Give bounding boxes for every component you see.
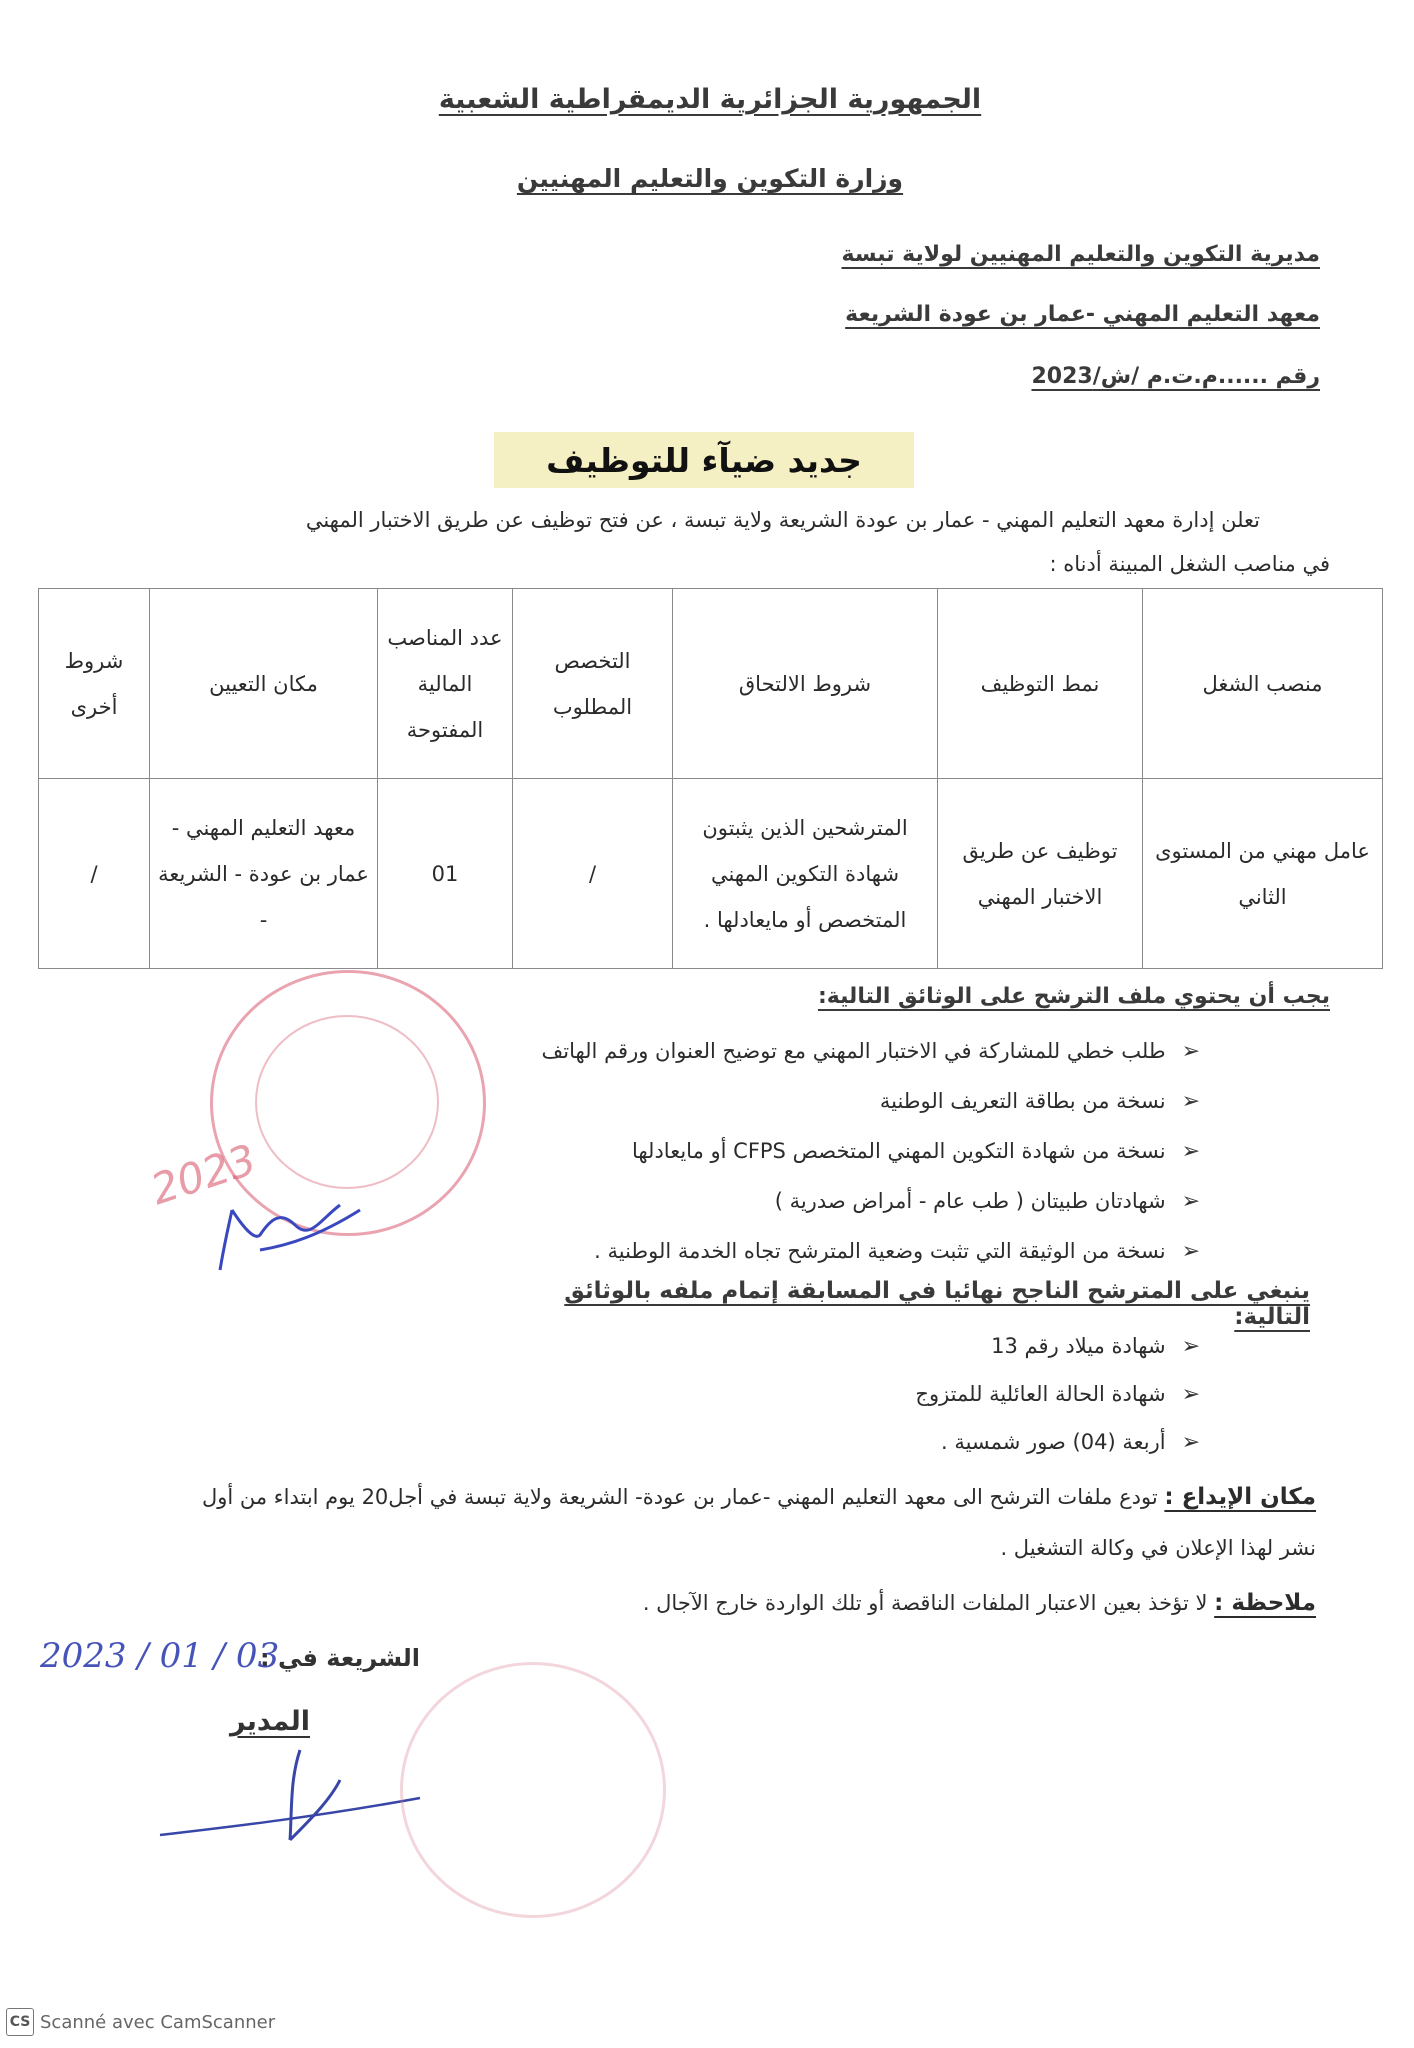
note: [400, 1590, 1316, 1616]
arrow-bullet-icon: ➢: [1181, 1429, 1200, 1455]
arrow-bullet-icon: ➢: [1181, 1238, 1200, 1264]
header-cell: شروط أخرى: [39, 589, 150, 779]
specialty-cell: /: [513, 779, 673, 969]
list-item: ➢ شهادتان طبيتان ( طب عام - أمراض صدرية ): [774, 1188, 1200, 1214]
final-docs-list: [600, 1322, 1200, 1466]
scanner-footer: [6, 2008, 275, 2036]
recruitment-mode-cell: توظيف عن طريق الاختبار المهني: [938, 779, 1143, 969]
assignment-place-cell: معهد التعليم المهني - عمار بن عودة - الشريعة -: [150, 779, 378, 969]
stamp-date: 2023: [145, 1134, 262, 1215]
list-item: ➢ شهادة الحالة العائلية للمتزوج: [915, 1381, 1200, 1407]
arrow-bullet-icon: ➢: [1181, 1381, 1200, 1407]
other-conditions-cell: /: [39, 779, 150, 969]
header-cell: التخصص المطلوب: [513, 589, 673, 779]
final-docs-title: ينبغي على المترشح الناجح نهائيا في المسابقة إتمام ملفه بالوثائق التالية:: [564, 1278, 1310, 1330]
recruitment-banner: جديد ضيآء للتوظيف: [494, 432, 914, 488]
header-cell: عدد المناصب المالية المفتوحة: [378, 589, 513, 779]
documents-title: يجب أن يحتوي ملف الترشح على الوثائق التالية:: [817, 984, 1330, 1009]
arrow-bullet-icon: ➢: [1181, 1333, 1200, 1359]
arrow-bullet-icon: ➢: [1181, 1088, 1200, 1114]
list-item: ➢ نسخة من الوثيقة التي تثبت وضعية المترشح تجاه الخدمة الوطنية .: [594, 1238, 1200, 1264]
job-title-cell: عامل مهني من المستوى الثاني: [1143, 779, 1383, 969]
job-table: [38, 588, 1383, 969]
documents-list: [480, 1026, 1200, 1276]
director-title: المدير: [229, 1706, 311, 1737]
institute-name: معهد التعليم المهني -عمار بن عودة الشريعة: [845, 302, 1320, 327]
list-item: ➢ شهادة ميلاد رقم 13: [991, 1333, 1200, 1359]
arrow-bullet-icon: ➢: [1181, 1188, 1200, 1214]
deposit-label: مكان الإيداع :: [1164, 1484, 1316, 1510]
header-cell: منصب الشغل: [1143, 589, 1383, 779]
place-date-line: [40, 1636, 420, 1696]
scanner-text: Scanné avec CamScanner: [40, 2011, 276, 2033]
intro-line-1: تعلن إدارة معهد التعليم المهني - عمار بن عودة الشريعة ولاية تبسة ، عن فتح توظيف عن طريق الاختبار المهني: [305, 508, 1260, 532]
deposit-text: تودع ملفات الترشح الى معهد التعليم المهني -عمار بن عودة- الشريعة ولاية تبسة في أجل20 يوم ابتداء من أول: [201, 1485, 1158, 1509]
positions-count-cell: 01: [378, 779, 513, 969]
handwritten-date: 2023 / 01 / 03: [40, 1636, 280, 1676]
directorate-name: مديرية التكوين والتعليم المهنيين لولاية تبسة: [841, 242, 1320, 267]
list-item: ➢ أربعة (04) صور شمسية .: [940, 1429, 1200, 1455]
arrow-bullet-icon: ➢: [1181, 1038, 1200, 1064]
header-cell: مكان التعيين: [150, 589, 378, 779]
note-text: لا تؤخذ بعين الاعتبار الملفات الناقصة أو تلك الواردة خارج الآجال .: [642, 1591, 1208, 1615]
list-item: ➢ نسخة من شهادة التكوين المهني المتخصص CFPS أو مايعادلها: [631, 1138, 1200, 1164]
reference-number: رقم ......م.ت.م /ش/2023: [1031, 364, 1320, 389]
camscanner-logo-icon: CS: [6, 2008, 34, 2036]
table-header-row: [39, 589, 1383, 779]
list-item: ➢ نسخة من بطاقة التعريف الوطنية: [879, 1088, 1200, 1114]
table-row: [39, 779, 1383, 969]
faint-stamp: [400, 1662, 666, 1918]
deposit-line-2: نشر لهذا الإعلان في وكالة التشغيل .: [1000, 1536, 1316, 1560]
header-cell: نمط التوظيف: [938, 589, 1143, 779]
director-signature: [140, 1740, 440, 1860]
conditions-cell: المترشحين الذين يثبتون شهادة التكوين المهني المتخصص أو مايعادلها .: [673, 779, 938, 969]
intro-line-2: في مناصب الشغل المبينة أدناه :: [1049, 552, 1330, 576]
deposit-line-1: [100, 1484, 1316, 1510]
list-item: ➢ طلب خطي للمشاركة في الاختبار المهني مع توضيح العنوان ورقم الهاتف: [541, 1038, 1200, 1064]
arrow-bullet-icon: ➢: [1181, 1138, 1200, 1164]
place-date-label: الشريعة في :: [259, 1644, 420, 1672]
header-cell: شروط الالتحاق: [673, 589, 938, 779]
republic-title: الجمهورية الجزائرية الديمقراطية الشعبية: [438, 84, 982, 115]
ministry-title: وزارة التكوين والتعليم المهنيين: [516, 164, 904, 193]
stamp-signature: [200, 1150, 380, 1290]
note-label: ملاحظة :: [1214, 1590, 1316, 1616]
